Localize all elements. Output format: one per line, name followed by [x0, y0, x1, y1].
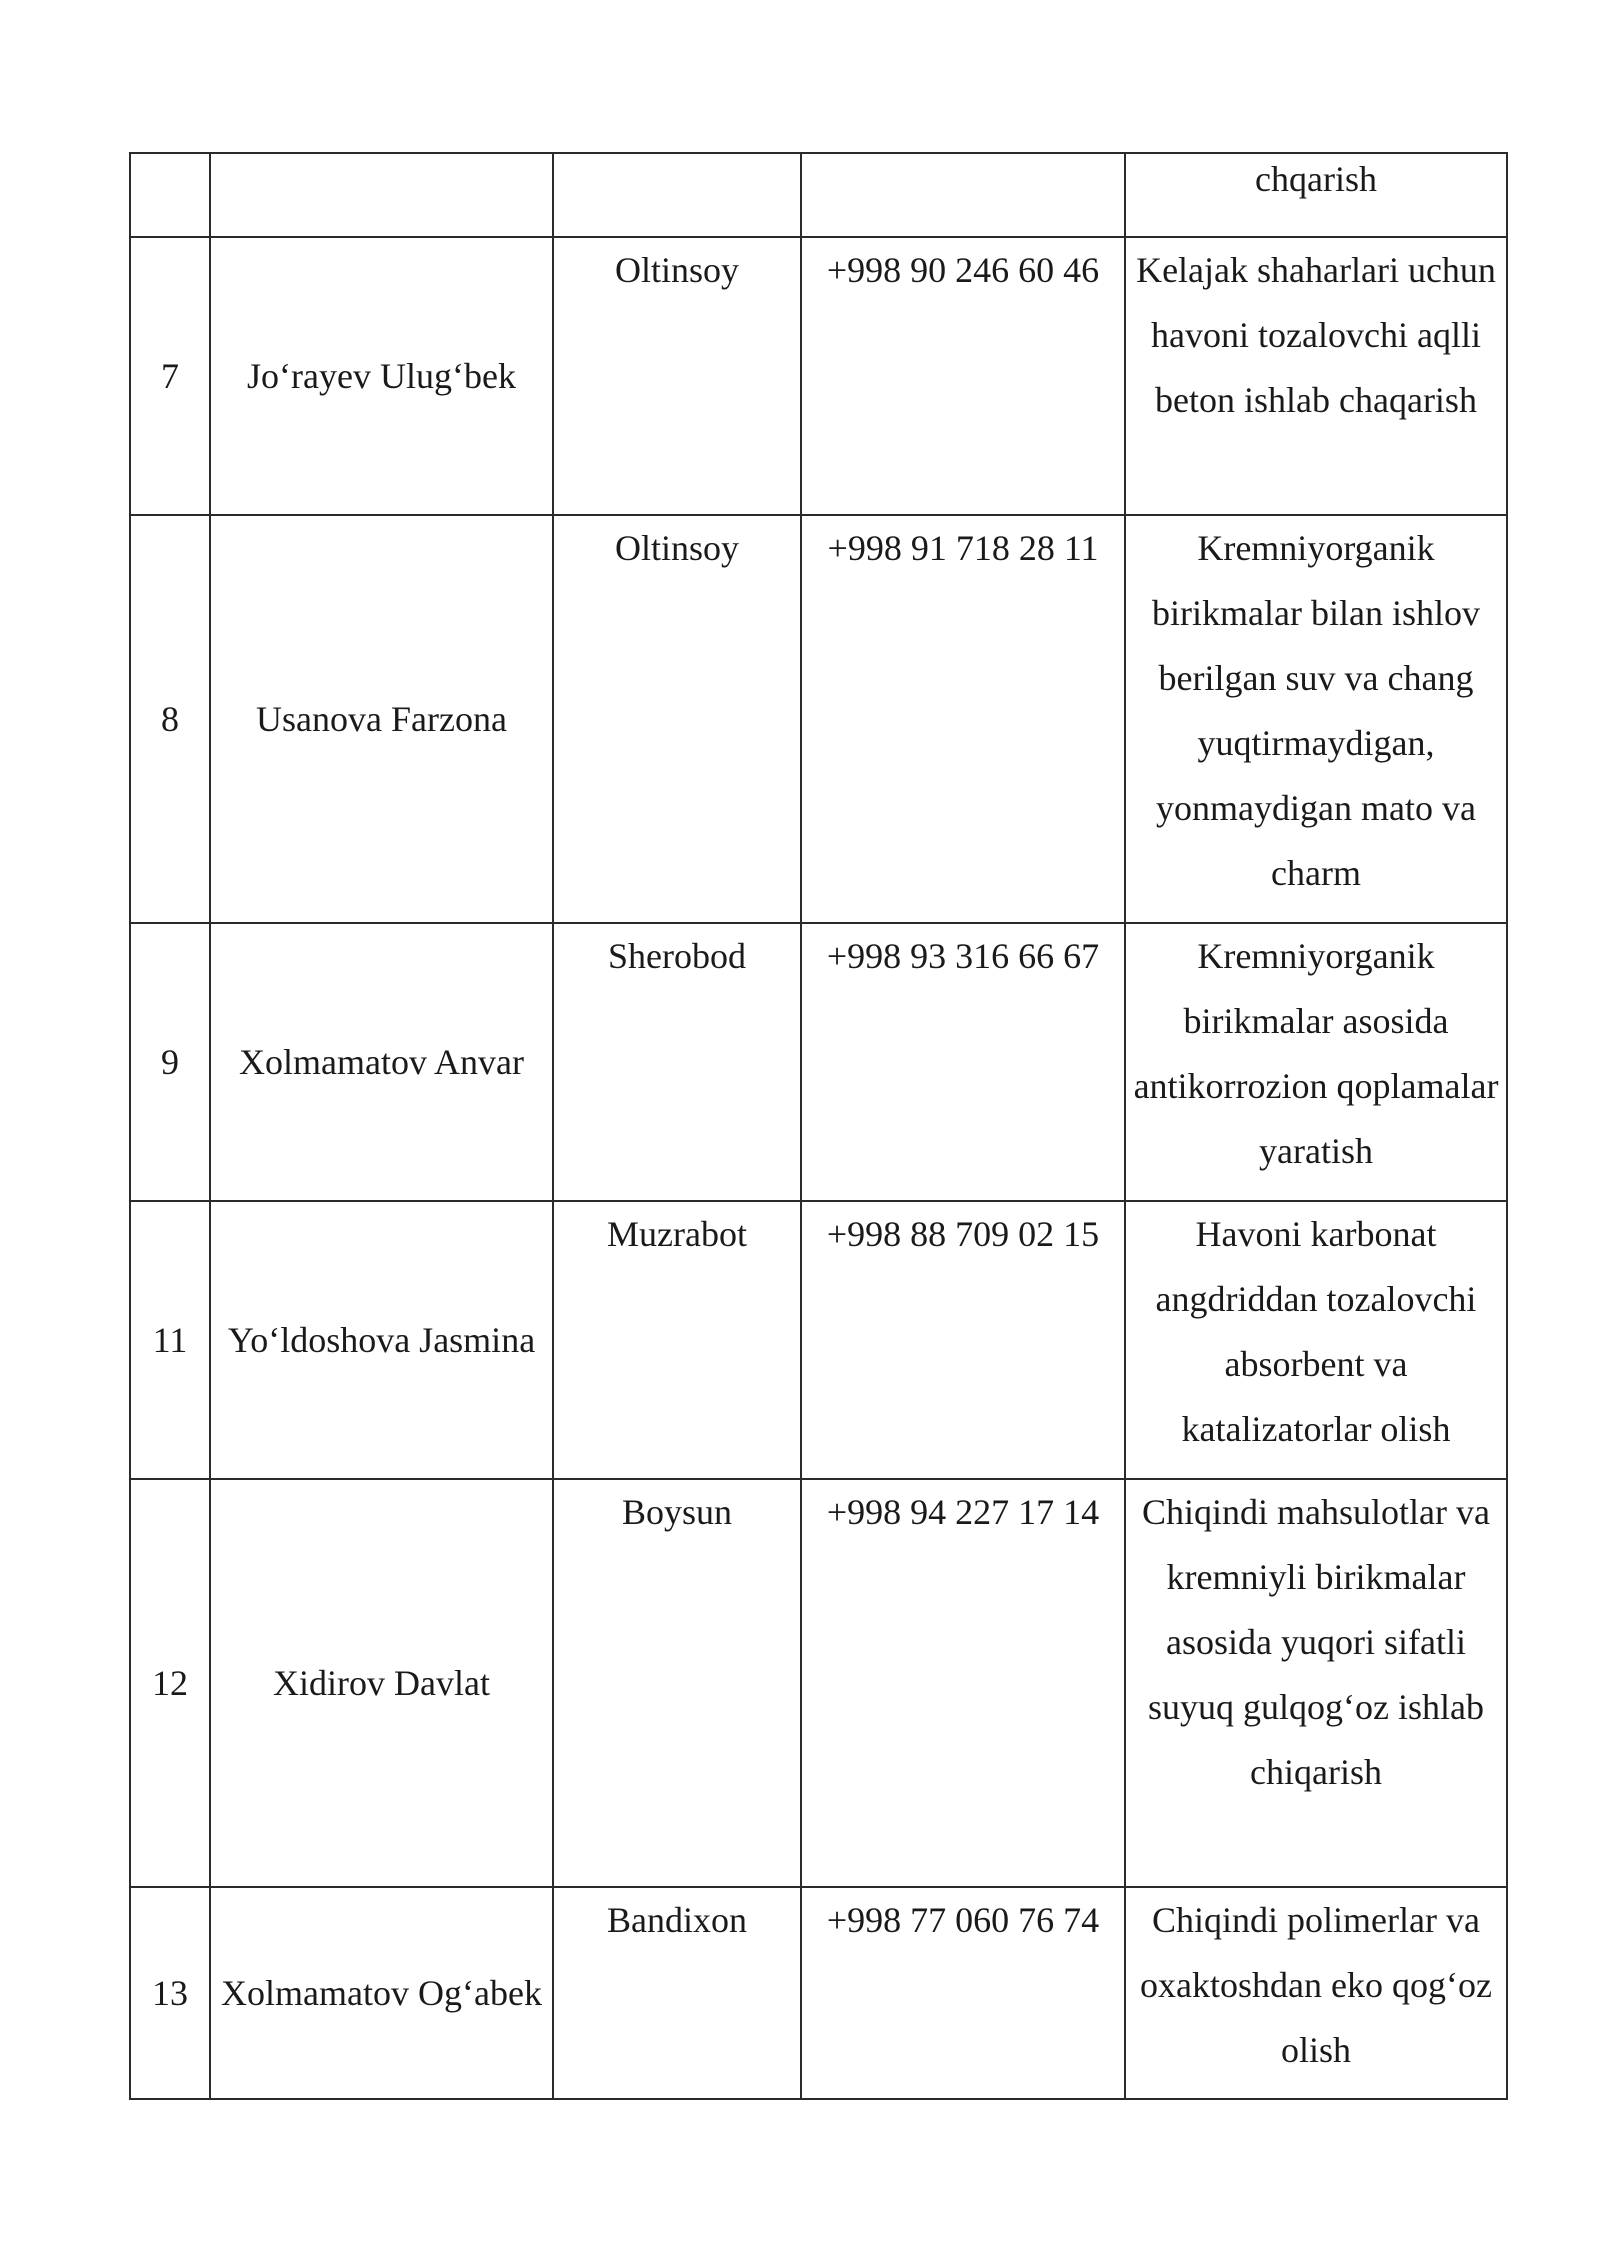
topic-cell: Kremniyorganik birikmalar asosida antikorrozion qoplamalar yaratish — [1125, 923, 1507, 1201]
number-cell: 13 — [130, 1887, 210, 2099]
topic-cell — [1125, 153, 1507, 237]
phone-cell: +998 90 246 60 46 — [801, 237, 1125, 515]
topic-cell: Havoni karbonat angdriddan tozalovchi absorbent va katalizatorlar olish — [1125, 1201, 1507, 1479]
phone-cell: +998 93 316 66 67 — [801, 923, 1125, 1201]
name-cell: Xidirov Davlat — [210, 1479, 553, 1887]
participants-table — [129, 152, 1508, 2100]
phone-cell — [801, 153, 1125, 237]
name-cell: Jo‘rayev Ulug‘bek — [210, 237, 553, 515]
district-cell: Oltinsoy — [553, 515, 801, 923]
district-cell — [553, 153, 801, 237]
phone-cell: +998 77 060 76 74 — [801, 1887, 1125, 2099]
table-row — [130, 515, 1507, 923]
number-cell: 7 — [130, 237, 210, 515]
name-cell: Usanova Farzona — [210, 515, 553, 923]
phone-cell: +998 91 718 28 11 — [801, 515, 1125, 923]
table-row-continuation — [130, 153, 1507, 237]
district-cell: Boysun — [553, 1479, 801, 1887]
topic-text: chqarish — [1255, 159, 1377, 199]
topic-cell: Chiqindi mahsulotlar va kremniyli birikmalar asosida yuqori sifatli suyuq gulqog‘oz ishlab chiqarish — [1125, 1479, 1507, 1887]
name-cell: Xolmamatov Anvar — [210, 923, 553, 1201]
topic-cell: Chiqindi polimerlar va oxaktoshdan eko qog‘oz olish — [1125, 1887, 1507, 2099]
topic-cell: Kremniyorganik birikmalar bilan ishlov berilgan suv va chang yuqtirmaydigan, yonmaydigan mato va charm — [1125, 515, 1507, 923]
table-row — [130, 1201, 1507, 1479]
topic-cell: Kelajak shaharlari uchun havoni tozalovchi aqlli beton ishlab chaqarish — [1125, 237, 1507, 515]
name-cell: Xolmamatov Og‘abek — [210, 1887, 553, 2099]
number-cell: 11 — [130, 1201, 210, 1479]
name-cell — [210, 153, 553, 237]
name-cell: Yo‘ldoshova Jasmina — [210, 1201, 553, 1479]
table-row — [130, 1479, 1507, 1887]
table-row — [130, 923, 1507, 1201]
number-cell: 8 — [130, 515, 210, 923]
number-cell — [130, 153, 210, 237]
district-cell: Sherobod — [553, 923, 801, 1201]
table-row — [130, 237, 1507, 515]
phone-cell: +998 88 709 02 15 — [801, 1201, 1125, 1479]
district-cell: Oltinsoy — [553, 237, 801, 515]
district-cell: Muzrabot — [553, 1201, 801, 1479]
phone-cell: +998 94 227 17 14 — [801, 1479, 1125, 1887]
number-cell: 9 — [130, 923, 210, 1201]
district-cell: Bandixon — [553, 1887, 801, 2099]
number-cell: 12 — [130, 1479, 210, 1887]
table-row — [130, 1887, 1507, 2099]
